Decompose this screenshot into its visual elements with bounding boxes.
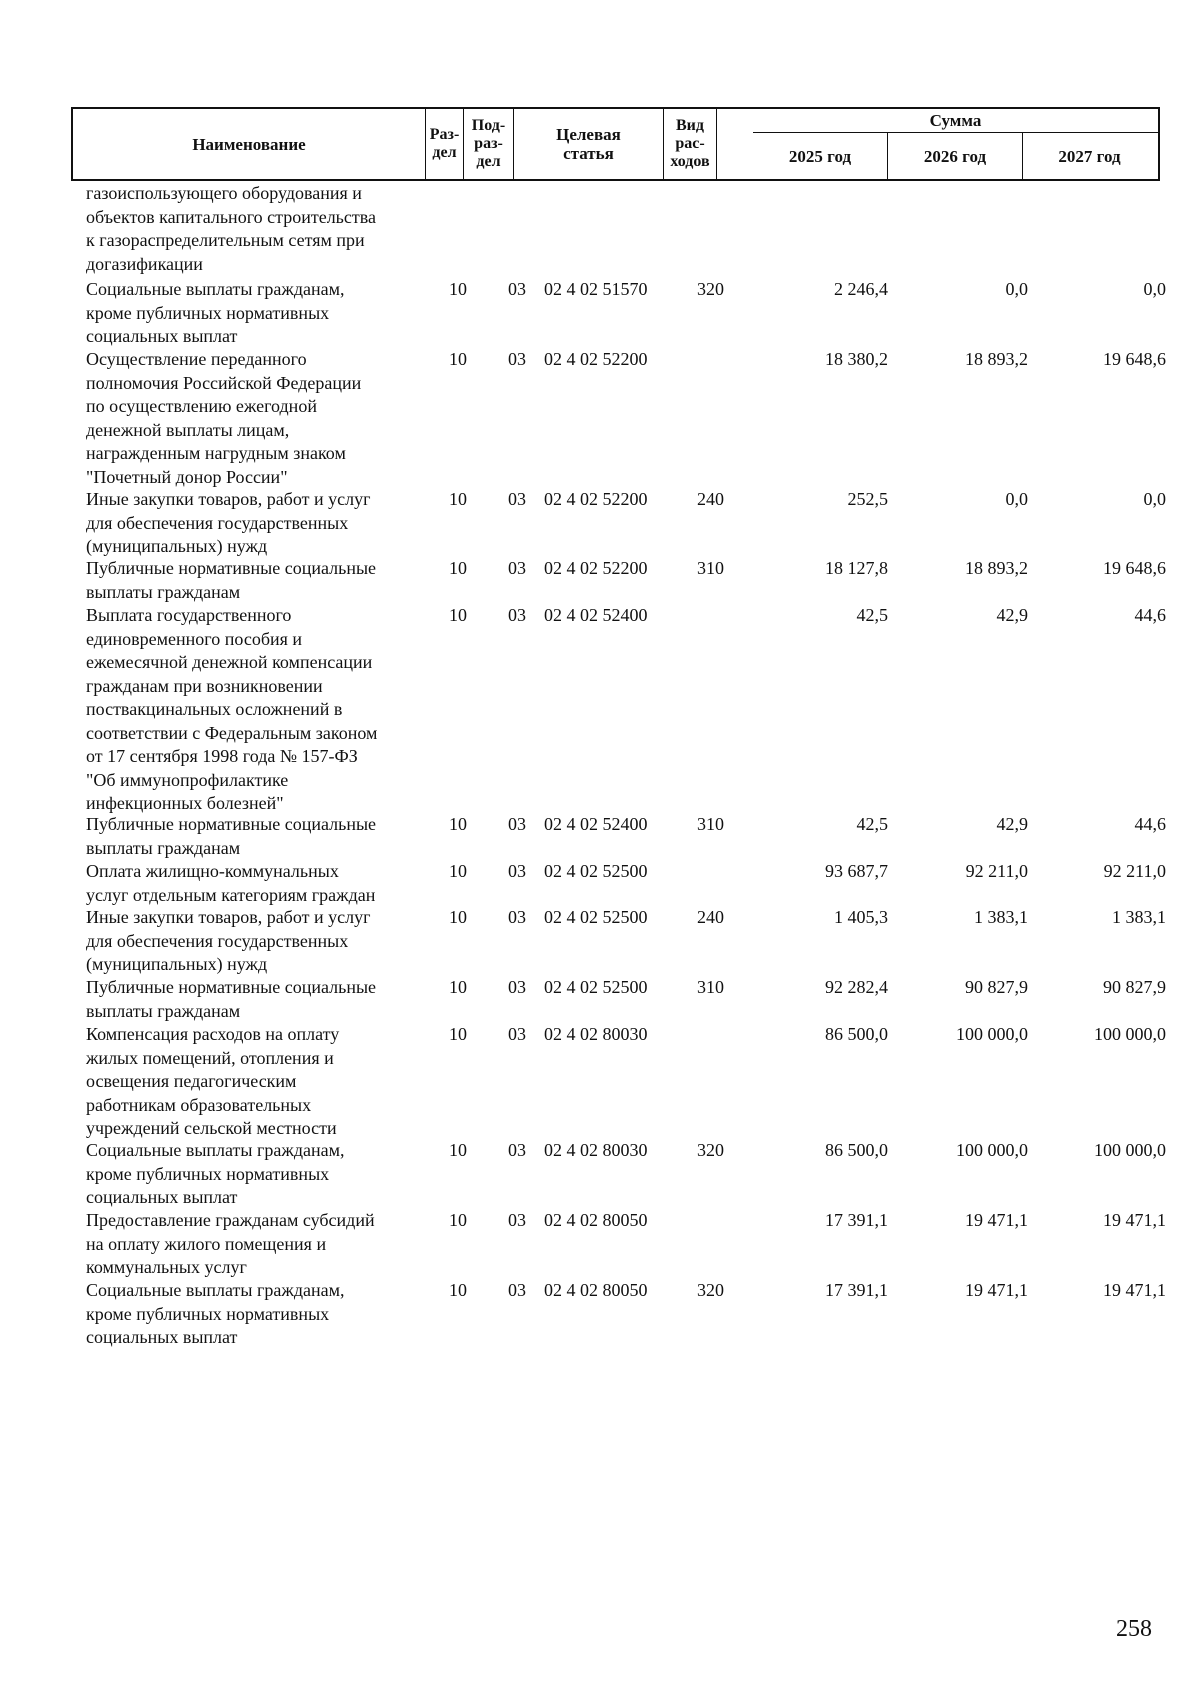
row-sum-2025: 17 391,1 [825, 1280, 888, 1300]
row-podrazdel: 03 [508, 349, 526, 369]
row-razdel: 10 [449, 907, 467, 927]
row-name: Иные закупки товаров, работ и услуг для обеспечения государственных (муниципальных) нужд [86, 907, 371, 974]
table-header [71, 107, 1160, 181]
row-celevaya: 02 4 02 52500 [544, 977, 648, 997]
row-name: Компенсация расходов на оплату жилых помещений, отопления и освещения педагогическим работникам образовательных учреждений сельской местности [86, 1024, 340, 1138]
row-vid: 320 [697, 1140, 724, 1160]
row-sum-2027: 100 000,0 [1094, 1140, 1166, 1160]
row-sum-2025: 252,5 [847, 489, 888, 509]
row-podrazdel: 03 [508, 489, 526, 509]
row-celevaya: 02 4 02 80050 [544, 1210, 648, 1230]
row-razdel: 10 [449, 814, 467, 834]
row-sum-2026: 19 471,1 [965, 1210, 1028, 1230]
row-name: Иные закупки товаров, работ и услуг для обеспечения государственных (муниципальных) нужд [86, 489, 371, 556]
row-name: Публичные нормативные социальные выплаты гражданам [86, 814, 377, 858]
row-sum-2025: 86 500,0 [825, 1140, 888, 1160]
row-celevaya: 02 4 02 52200 [544, 489, 648, 509]
row-celevaya: 02 4 02 52400 [544, 605, 648, 625]
row-sum-2027: 19 471,1 [1103, 1210, 1166, 1230]
row-name: Предоставление гражданам субсидий на оплату жилого помещения и коммунальных услуг [86, 1210, 375, 1277]
row-sum-2025: 42,5 [856, 814, 888, 834]
row-sum-2027: 19 648,6 [1103, 349, 1166, 369]
row-razdel: 10 [449, 1140, 467, 1160]
row-sum-2027: 92 211,0 [1103, 861, 1166, 881]
row-razdel: 10 [449, 349, 467, 369]
row-sum-2027: 44,6 [1134, 814, 1166, 834]
row-celevaya: 02 4 02 80030 [544, 1140, 648, 1160]
row-sum-2026: 0,0 [1005, 279, 1028, 299]
row-sum-2025: 1 405,3 [834, 907, 888, 927]
header-podrazdel: Под- раз- дел [464, 109, 514, 179]
row-sum-2025: 17 391,1 [825, 1210, 888, 1230]
row-razdel: 10 [449, 1210, 467, 1230]
row-sum-2026: 42,9 [996, 814, 1028, 834]
header-year-2027: 2027 год [1058, 147, 1121, 166]
row-razdel: 10 [449, 558, 467, 578]
row-sum-2027: 0,0 [1143, 489, 1166, 509]
row-podrazdel: 03 [508, 1210, 526, 1230]
row-sum-2026: 18 893,2 [965, 558, 1028, 578]
row-name: Социальные выплаты гражданам, кроме публичных нормативных социальных выплат [86, 279, 345, 346]
row-razdel: 10 [449, 279, 467, 299]
row-sum-2027: 100 000,0 [1094, 1024, 1166, 1044]
row-podrazdel: 03 [508, 605, 526, 625]
row-podrazdel: 03 [508, 1140, 526, 1160]
header-summa-group [753, 109, 1158, 179]
row-celevaya: 02 4 02 80030 [544, 1024, 648, 1044]
row-podrazdel: 03 [508, 1024, 526, 1044]
row-podrazdel: 03 [508, 558, 526, 578]
row-podrazdel: 03 [508, 977, 526, 997]
row-razdel: 10 [449, 977, 467, 997]
row-name: Оплата жилищно-коммунальных услуг отдельным категориям граждан [86, 861, 376, 905]
row-vid: 240 [697, 907, 724, 927]
row-sum-2025: 18 127,8 [825, 558, 888, 578]
row-celevaya: 02 4 02 52400 [544, 814, 648, 834]
row-sum-2025: 93 687,7 [825, 861, 888, 881]
row-razdel: 10 [449, 1024, 467, 1044]
row-podrazdel: 03 [508, 907, 526, 927]
row-celevaya: 02 4 02 52500 [544, 907, 648, 927]
row-sum-2026: 0,0 [1005, 489, 1028, 509]
row-podrazdel: 03 [508, 1280, 526, 1300]
row-vid: 240 [697, 489, 724, 509]
row-razdel: 10 [449, 1280, 467, 1300]
header-name: Наименование [73, 109, 426, 179]
row-sum-2025: 92 282,4 [825, 977, 888, 997]
row-sum-2026: 42,9 [996, 605, 1028, 625]
row-name: газоиспользующего оборудования и объектов капитального строительства к газораспределительным сетям при догазификации [86, 183, 376, 274]
row-celevaya: 02 4 02 52500 [544, 861, 648, 881]
header-celevaya: Целевая статья [514, 109, 664, 179]
header-vid: Вид рас- ходов [664, 109, 717, 179]
row-vid: 320 [697, 1280, 724, 1300]
row-sum-2026: 90 827,9 [965, 977, 1028, 997]
row-razdel: 10 [449, 605, 467, 625]
row-podrazdel: 03 [508, 861, 526, 881]
row-sum-2026: 92 211,0 [965, 861, 1028, 881]
row-sum-2025: 42,5 [856, 605, 888, 625]
row-vid: 310 [697, 814, 724, 834]
row-sum-2025: 18 380,2 [825, 349, 888, 369]
row-name: Публичные нормативные социальные выплаты гражданам [86, 558, 377, 602]
row-celevaya: 02 4 02 80050 [544, 1280, 648, 1300]
row-podrazdel: 03 [508, 279, 526, 299]
header-razdel: Раз- дел [426, 109, 464, 179]
row-name: Выплата государственного единовременного пособия и ежемесячной денежной компенсации гражданам при возникновении поствакцинальных осложнений в соответствии с Федеральным законом от 17 сентября 1998 года № 157-ФЗ "Об иммунопрофилактике инфекционных болезней" [86, 605, 378, 813]
row-sum-2025: 86 500,0 [825, 1024, 888, 1044]
row-sum-2027: 1 383,1 [1112, 907, 1166, 927]
row-sum-2026: 1 383,1 [974, 907, 1028, 927]
row-sum-2025: 2 246,4 [834, 279, 888, 299]
row-sum-2026: 100 000,0 [956, 1140, 1028, 1160]
row-podrazdel: 03 [508, 814, 526, 834]
row-sum-2027: 90 827,9 [1103, 977, 1166, 997]
row-sum-2026: 18 893,2 [965, 349, 1028, 369]
row-name: Осуществление переданного полномочия Российской Федерации по осуществлению ежегодной денежной выплаты лицам, награжденным нагрудным знаком "Почетный донор России" [86, 349, 362, 487]
row-sum-2027: 19 648,6 [1103, 558, 1166, 578]
row-celevaya: 02 4 02 52200 [544, 349, 648, 369]
header-year-2025: 2025 год [753, 133, 888, 181]
row-sum-2026: 100 000,0 [956, 1024, 1028, 1044]
row-name: Социальные выплаты гражданам, кроме публичных нормативных социальных выплат [86, 1140, 345, 1207]
row-sum-2027: 0,0 [1143, 279, 1166, 299]
row-razdel: 10 [449, 861, 467, 881]
row-vid: 310 [697, 977, 724, 997]
row-vid: 320 [697, 279, 724, 299]
row-sum-2027: 19 471,1 [1103, 1280, 1166, 1300]
row-sum-2027: 44,6 [1134, 605, 1166, 625]
header-summa: Сумма [753, 109, 1158, 133]
row-name: Социальные выплаты гражданам, кроме публичных нормативных социальных выплат [86, 1280, 345, 1347]
page-number: 258 [1116, 1616, 1152, 1642]
row-vid: 310 [697, 558, 724, 578]
row-celevaya: 02 4 02 52200 [544, 558, 648, 578]
row-celevaya: 02 4 02 51570 [544, 279, 648, 299]
row-name: Публичные нормативные социальные выплаты гражданам [86, 977, 377, 1021]
header-year-2026: 2026 год [888, 133, 1023, 181]
row-razdel: 10 [449, 489, 467, 509]
row-sum-2026: 19 471,1 [965, 1280, 1028, 1300]
